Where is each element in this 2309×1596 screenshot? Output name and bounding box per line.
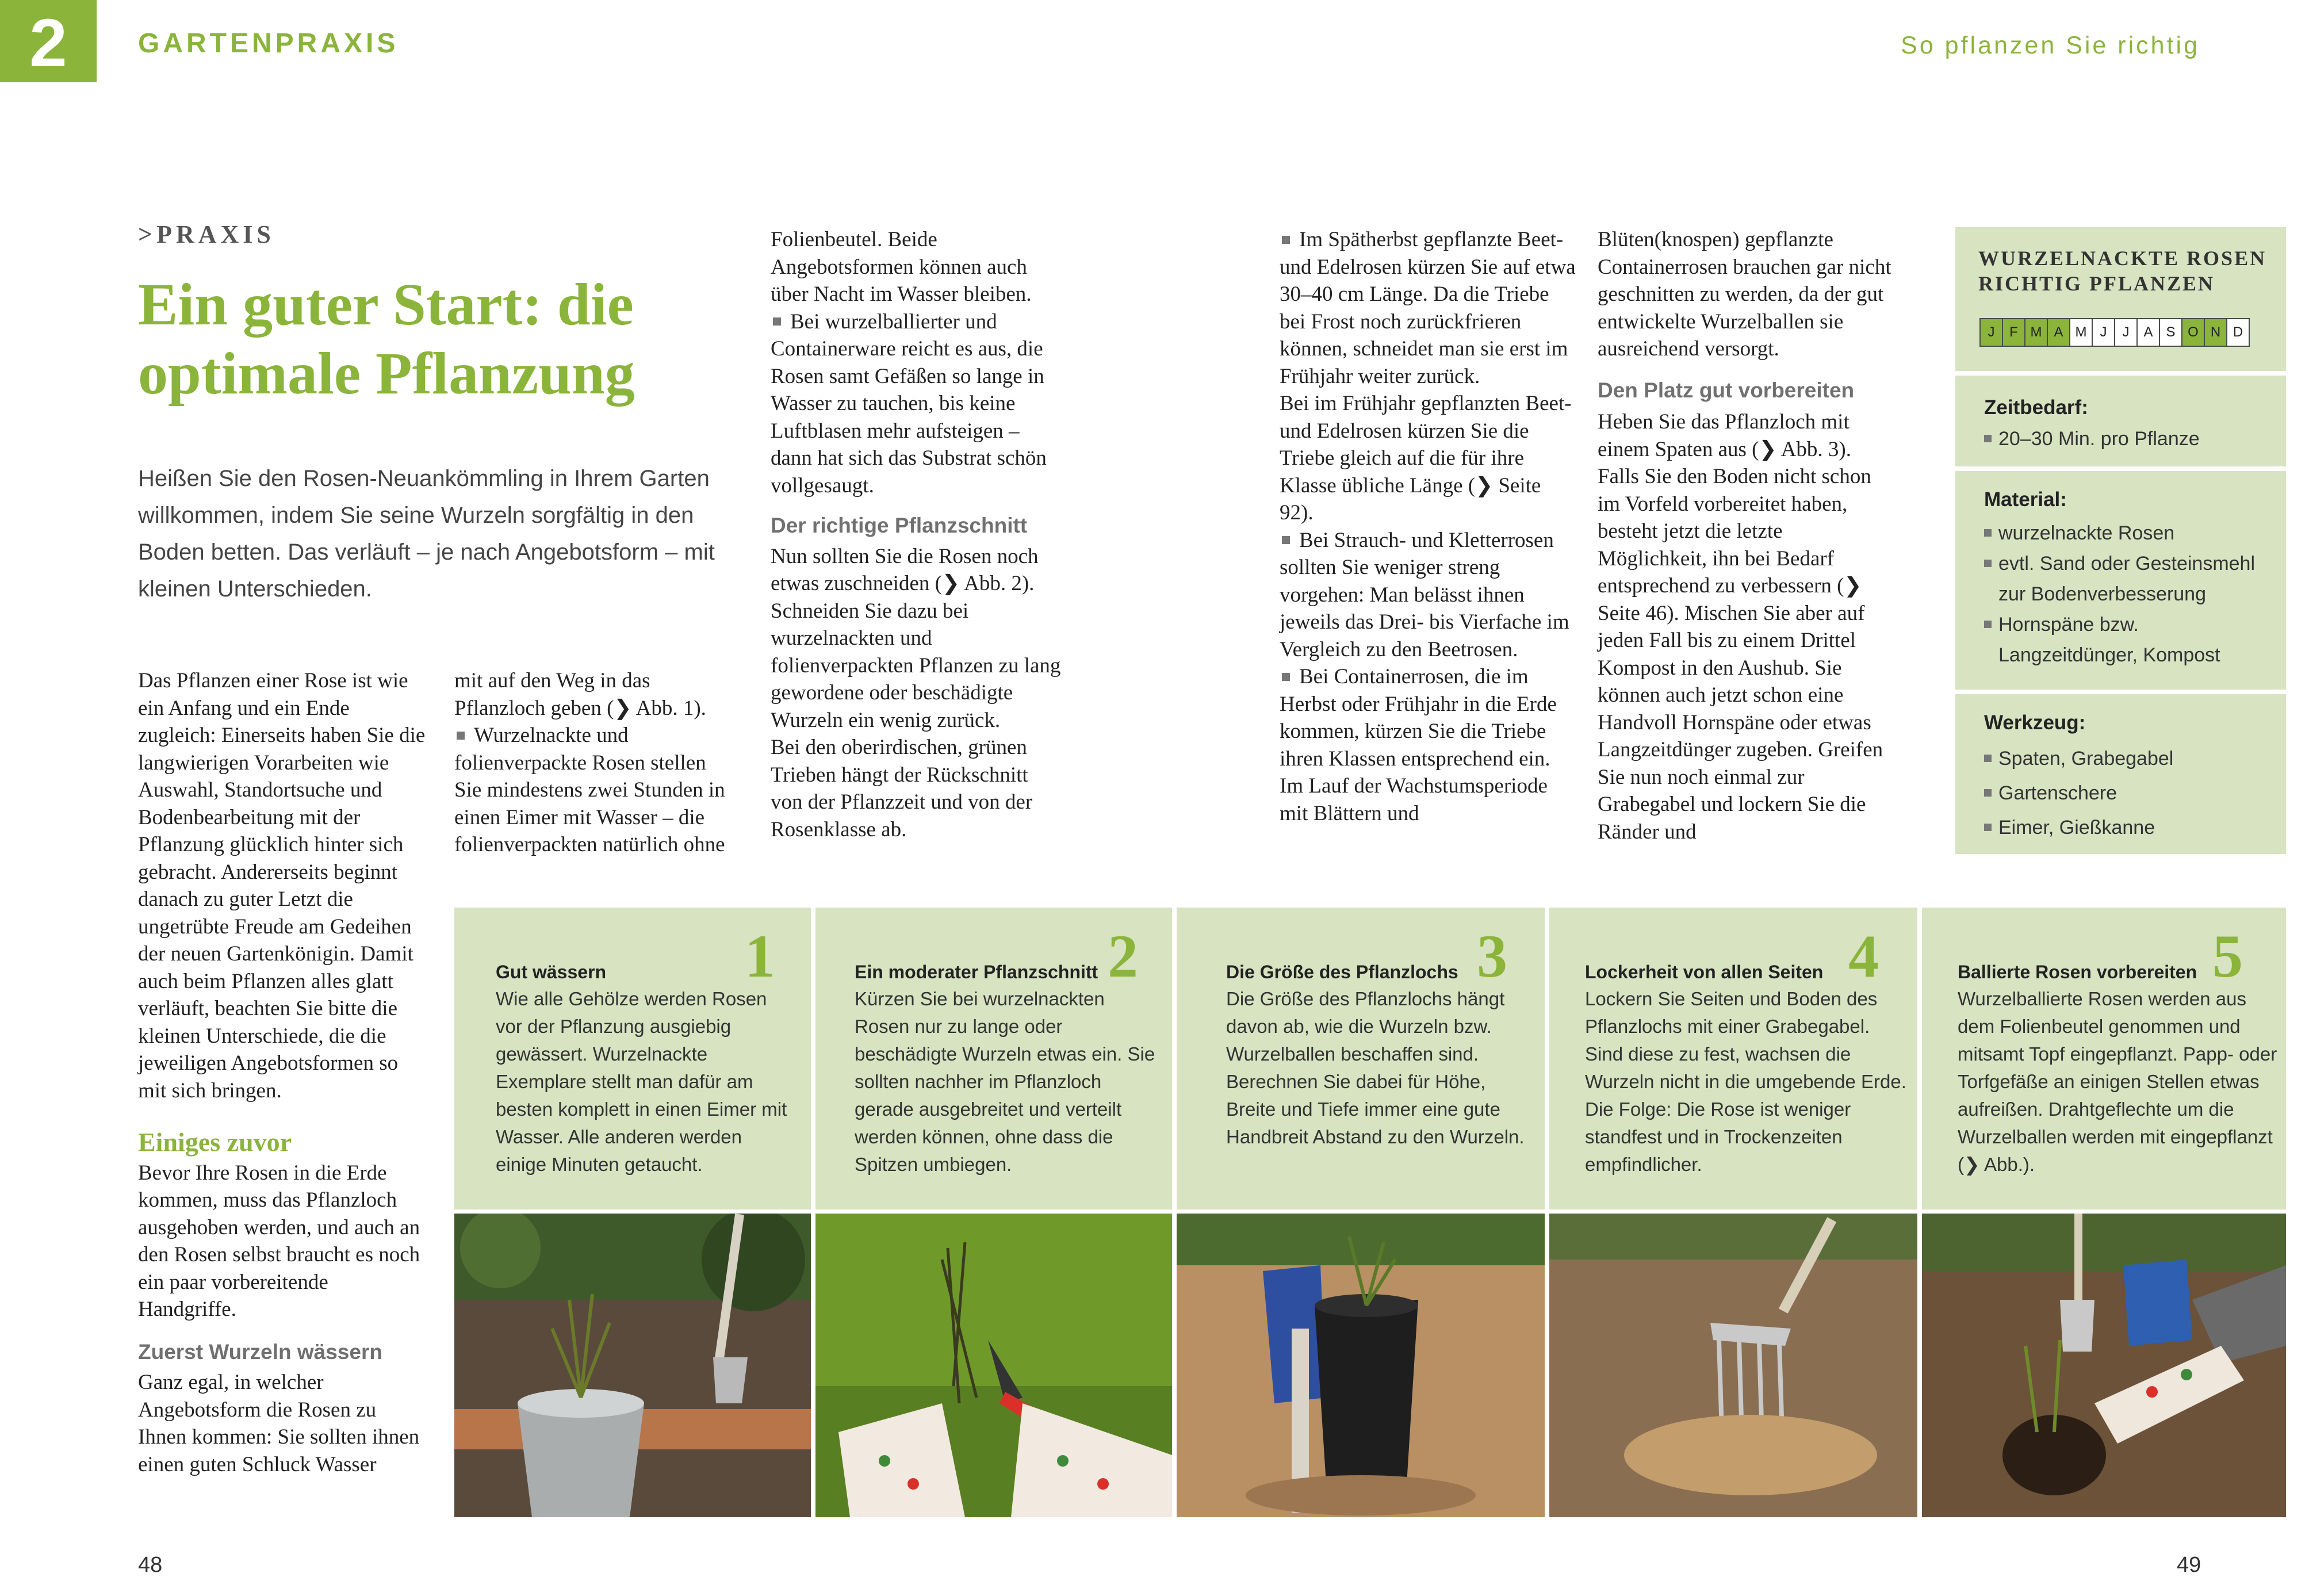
page-number-right: 49 <box>2177 1553 2201 1577</box>
column-3 <box>771 226 1064 843</box>
bullet-square-icon <box>1282 536 1290 544</box>
info-box-title-line: RICHTIG PFLANZEN <box>1978 272 2215 295</box>
headline-line-1: Ein guter Start: die <box>138 271 634 338</box>
bullet-paragraph: Bei Strauch- und Kletterrosen sollten Sie weniger streng vorgehen: Man belässt ihnen jeweils das Drei- bis Vierfache im Vergleich zu den Beetrosen. <box>1280 528 1569 661</box>
intro-paragraph: Heißen Sie den Rosen-Neuankömmling in Ihrem Garten willkommen, indem Sie seine Wurzeln sorgfältig in den Boden betten. Das verläuft – je nach Angebotsform – mit kleinen Unterschieden. <box>138 466 715 602</box>
werkzeug-item: Spaten, Grabegabel <box>1984 741 2173 776</box>
bullet-square-icon <box>1984 789 1992 797</box>
body-paragraph: Ganz egal, in welcher Angebotsform die Rosen zu Ihnen kommen: Sie sollten ihnen einen guten Schluck Wasser <box>138 1371 420 1476</box>
bullet-square-icon <box>1984 824 1992 831</box>
body-paragraph: Folienbeutel. Beide Angebotsformen können auch über Nacht im Wasser bleiben. <box>771 228 1032 306</box>
chapter-marker <box>0 0 97 82</box>
photo-digging-fork <box>1549 1214 1917 1517</box>
month-cell: M <box>2069 318 2093 347</box>
subheading-wurzeln-waessern: Zuerst Wurzeln wässern <box>138 1339 382 1364</box>
step-title: Ballierte Rosen vorbereiten <box>1958 962 2197 982</box>
month-calendar <box>1979 318 2249 347</box>
werkzeug-item: Gartenschere <box>1984 776 2173 810</box>
bullet-square-icon <box>773 317 781 326</box>
photo-root-pruning <box>815 1214 1172 1517</box>
body-paragraph: Bevor Ihre Rosen in die Erde kommen, muss das Pflanzloch ausgehoben werden, und auch an den Rosen selbst braucht es noch ein paar vorbereitende Handgriffe. <box>138 1161 420 1321</box>
info-box-zeitbedarf <box>1955 376 2286 466</box>
month-cell: J <box>2092 318 2115 347</box>
step-card-4 <box>1549 908 1917 1210</box>
info-box-title-line: WURZELNACKTE ROSEN <box>1978 247 2267 270</box>
body-paragraph: Das Pflanzen einer Rose ist wie ein Anfang und ein Ende zugleich: Einerseits haben Sie die langwierigen Vorarbeiten wie Auswahl, Standortsuche und Bodenbearbeitung mit der Pflanzung glücklich hinter sich gebracht. Andererseits beginnt danach zu guter Letzt die ungetrübte Freude am Gedeihen der neuen Gartenkönigin. Damit auch beim Pflanzen alles glatt verläuft, beachten Sie bitte die kleinen Unterschiede, die die jeweiligen Angebotsformen so mit sich bringen. <box>138 669 426 1103</box>
month-cell: A <box>2136 318 2160 347</box>
column-1 <box>138 667 428 1478</box>
step-body: Wie alle Gehölze werden Rosen vor der Pflanzung ausgiebig gewässert. Wurzelnackte Exemplare stellt man dafür am besten komplett in einen Eimer mit Wasser. Alle anderen werden einige Minuten getaucht. <box>496 988 787 1175</box>
material-item: Hornspäne bzw. Langzeitdünger, Kompost <box>1984 610 2277 671</box>
werkzeug-item: Eimer, Gießkanne <box>1984 810 2173 845</box>
info-box-title <box>1978 246 2266 296</box>
body-paragraph: Nun sollten Sie die Rosen noch etwas zuschneiden (❯ Abb. 2). Schneiden Sie dazu bei wurzelnackten und folienverpackten Pflanzen zu lang gewordene oder beschädigte Wurzeln ein wenig zurück. <box>771 544 1061 732</box>
bullet-paragraph: Im Spätherbst gepflanzte Beet- und Edelrosen kürzen Sie auf etwa 30–40 cm Länge. Da die Triebe bei Frost noch zurückfrieren können, schneidet man sie erst im Frühjahr weiter zurück. <box>1280 228 1576 388</box>
step-body: Die Größe des Pflanzlochs hängt davon ab, wie die Wurzeln bzw. Wurzelballen beschaffen sind. Berechnen Sie dabei für Höhe, Breite und Tiefe immer eine gute Handbreit Abstand zu den Wurzeln. <box>1226 988 1525 1147</box>
step-number: 5 <box>2212 923 2243 990</box>
info-box-material <box>1955 471 2286 690</box>
month-cell: J <box>2114 318 2138 347</box>
info-box-werkzeug <box>1955 694 2286 854</box>
chapter-number: 2 <box>29 5 67 81</box>
column-4 <box>1280 226 1576 827</box>
body-paragraph: Blüten(knospen) gepflanzte Containerrosen brauchen gar nicht geschnitten zu werden, da der gut entwickelte Wurzelballen sie ausreichend versorgt. <box>1598 228 1891 361</box>
step-card-5 <box>1922 908 2286 1210</box>
photo-planting-hole <box>1177 1214 1545 1517</box>
bullet-square-icon <box>1282 673 1290 681</box>
bullet-paragraph: Bei Containerrosen, die im Herbst oder Frühjahr in die Erde kommen, kürzen Sie die Triebe ihren Klassen entsprechend ein. Im Lauf der Wachstumsperiode mit Blättern und <box>1280 665 1557 825</box>
zeitbedarf-label: Zeitbedarf: <box>1984 396 2088 419</box>
werkzeug-list <box>1984 741 2173 845</box>
step-title: Ein moderater Pflanzschnitt <box>855 962 1098 982</box>
month-cell: O <box>2181 318 2205 347</box>
body-paragraph: mit auf den Weg in das Pflanzloch geben (❯ Abb. 1). <box>454 669 706 720</box>
material-item: evtl. Sand oder Gesteinsmehl zur Bodenverbesserung <box>1984 549 2277 610</box>
month-cell: A <box>2047 318 2070 347</box>
step-body: Lockern Sie Seiten und Boden des Pflanzlochs mit einer Grabegabel. Sind diese zu fest, wachsen die Wurzeln nicht in die umgebende Erde. Die Folge: Die Rose ist weniger standfest und in Trockenzeiten empfindlicher. <box>1585 988 1906 1175</box>
photo-bucket-watering <box>454 1214 811 1517</box>
material-list <box>1984 518 2277 671</box>
section-title: GARTENPRAXIS <box>138 28 399 59</box>
page-number-left: 48 <box>138 1553 163 1577</box>
month-cell: F <box>2002 318 2025 347</box>
month-cell: S <box>2159 318 2182 347</box>
photo-balled-rose <box>1922 1214 2286 1517</box>
bullet-square-icon <box>1984 529 1992 537</box>
werkzeug-label: Werkzeug: <box>1984 711 2086 734</box>
month-cell: N <box>2204 318 2227 347</box>
bullet-paragraph: Bei wurzelballierter und Containerware reicht es aus, die Rosen samt Gefäßen so lange in Wasser zu tauchen, bis keine Luftblasen mehr aufsteigen – dann hat sich das Substrat schön vollgesaugt. <box>771 309 1047 497</box>
body-paragraph: Bei im Frühjahr gepflanzten Beet- und Edelrosen kürzen Sie die Triebe gleich auf die für ihre Klasse übliche Länge (❯ Seite 92). <box>1280 392 1572 525</box>
step-title: Lockerheit von allen Seiten <box>1585 962 1824 982</box>
info-box <box>1955 227 2286 854</box>
bullet-square-icon <box>1984 755 1992 762</box>
info-box-header <box>1955 227 2286 371</box>
body-paragraph: Heben Sie das Pflanzloch mit einem Spaten aus (❯ Abb. 3). Falls Sie den Boden nicht schon im Vorfeld vorbereitet haben, besteht jetzt die letzte Möglichkeit, ihn bei Bedarf entsprechend zu verbessern (❯ Seite 46). Mischen Sie aber auf jeden Fall bis zu einem Drittel Kompost in den Aushub. Sie können auch jetzt schon eine Handvoll Hornspäne oder etwas Langzeitdünger zugeben. Greifen Sie nun noch einmal zur Grabegabel und lockern Sie die Ränder und <box>1598 410 1883 844</box>
step-number: 3 <box>1477 923 1507 990</box>
bullet-square-icon <box>1984 560 1992 567</box>
step-card-3 <box>1177 908 1545 1210</box>
step-card-1 <box>454 908 811 1210</box>
headline-line-2: optimale Pflanzung <box>138 340 635 407</box>
step-title: Die Größe des Pflanzlochs <box>1226 962 1458 982</box>
running-head: So pflanzen Sie richtig <box>1901 32 2200 59</box>
step-body: Wurzelballierte Rosen werden aus dem Folienbeutel genommen und mitsamt Topf eingepflanzt. Papp- oder Torfgefäße an einigen Stellen etwas aufreißen. Drahtgeflechte um die Wurzelballen werden mit eingepflanzt (❯ Abb.). <box>1958 988 2277 1175</box>
step-number: 1 <box>745 923 775 990</box>
subheading-einiges-zuvor: Einiges zuvor <box>138 1127 292 1157</box>
step-body: Kürzen Sie bei wurzelnackten Rosen nur zu lange oder beschädigte Wurzeln etwas ein. Sie sollten nachher im Pflanzloch gerade ausgebreitet und verteilt werden können, ohne dass die Spitzen umbiegen. <box>855 988 1155 1175</box>
month-cell: M <box>2024 318 2048 347</box>
subheading-platz-vorbereiten: Den Platz gut vorbereiten <box>1598 378 1855 402</box>
material-item: wurzelnackte Rosen <box>1984 518 2277 549</box>
zeitbedarf-item: 20–30 Min. pro Pflanze <box>1984 424 2200 454</box>
month-cell: D <box>2226 318 2250 347</box>
column-2 <box>454 667 736 859</box>
bullet-square-icon <box>1984 435 1992 442</box>
bullet-paragraph: Wurzelnackte und folienverpackte Rosen stellen Sie mindestens zwei Stunden in einen Eimer mit Wasser – die folienverpackten natürlich ohne <box>454 724 725 856</box>
step-number: 2 <box>1108 923 1138 990</box>
bullet-square-icon <box>1282 236 1290 244</box>
step-card-2 <box>815 908 1172 1210</box>
body-paragraph: Bei den oberirdischen, grünen Trieben hängt der Rückschnitt von der Pflanzzeit und von der Rosenklasse ab. <box>771 736 1033 841</box>
headline <box>138 270 742 408</box>
kicker: >PRAXIS <box>138 220 275 248</box>
month-cell: J <box>1979 318 2003 347</box>
bullet-square-icon <box>1984 621 1992 628</box>
bullet-square-icon <box>457 732 465 740</box>
step-number: 4 <box>1848 923 1879 990</box>
column-5 <box>1598 226 1897 845</box>
subheading-pflanzschnitt: Der richtige Pflanzschnitt <box>771 514 1028 537</box>
step-title: Gut wässern <box>496 962 607 982</box>
material-label: Material: <box>1984 488 2067 511</box>
